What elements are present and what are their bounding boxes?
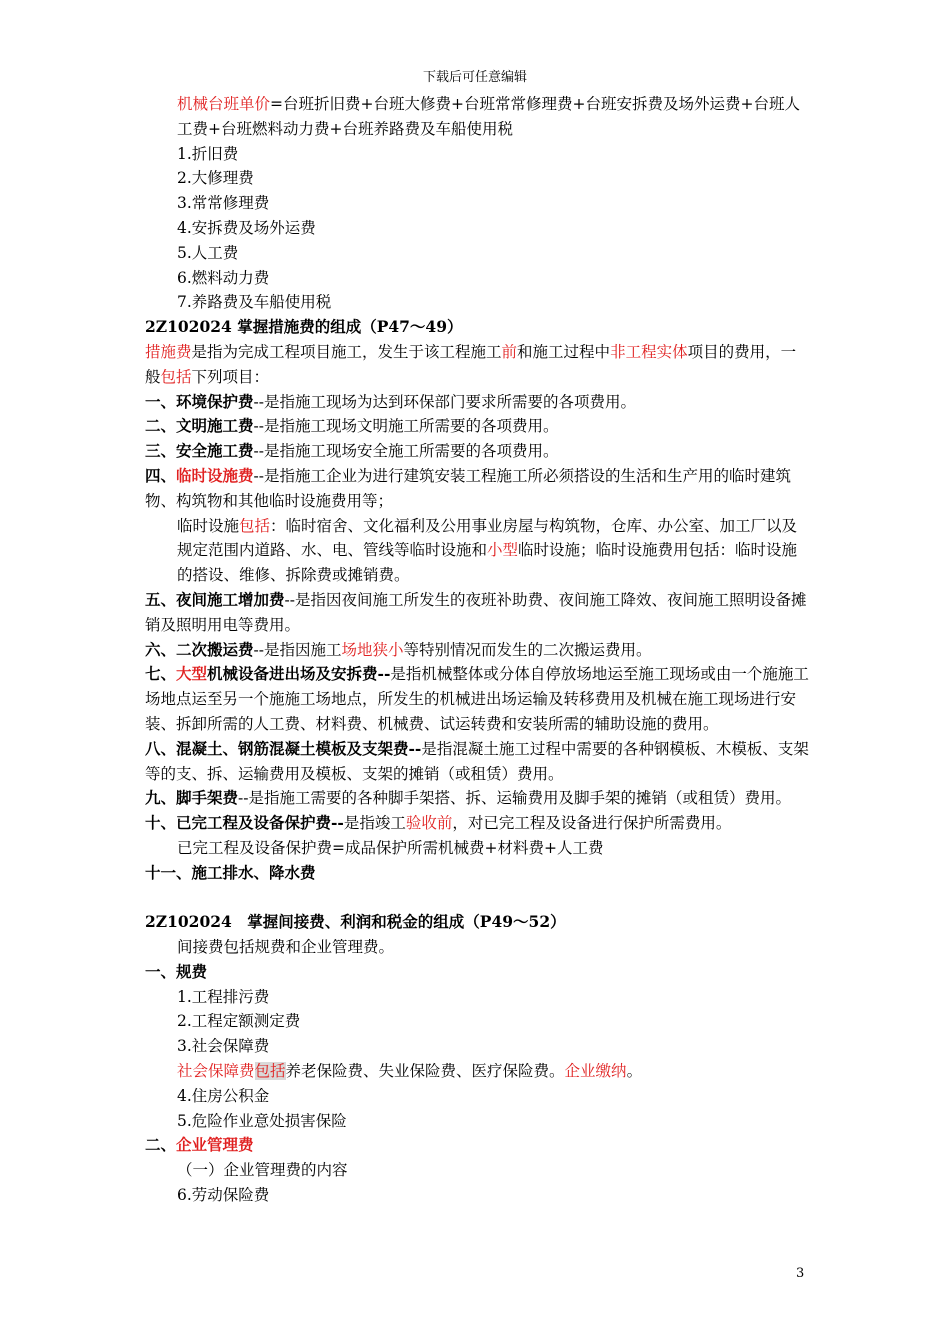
item-drainage: 十一、施工排水、降水费 xyxy=(145,862,316,882)
machine-shift-price-formula xyxy=(145,92,810,142)
item-title: 一、环境保护费 xyxy=(145,391,254,411)
highlight-term: 包括 xyxy=(239,516,271,535)
item-title: 十、已完工程及设备保护费-- xyxy=(145,813,344,833)
list-item: 1.折旧费 xyxy=(177,144,239,163)
item-title: 九、脚手架费 xyxy=(145,788,239,808)
term-machine-shift-price: 机械台班单价 xyxy=(177,95,271,113)
highlight-term: 非工程实体 xyxy=(610,342,688,361)
highlight-term: 措施费 xyxy=(145,342,192,361)
item-title: 八、混凝土、钢筋混凝土模板及支架费-- xyxy=(145,738,422,758)
text: 临时设施；临时设施费用包括：临时设施的搭设、维修、拆除费或摊销费。 xyxy=(177,541,798,585)
item-scaffolding xyxy=(145,786,810,811)
text: 是指为完成工程项目施工，发生于该工程施工 xyxy=(191,342,502,361)
item-text: 是指混凝土施工过程中需要的各种钢模板、木模板、支架等的支、拆、运输费用及模板、支架的摊销（或租赁）费用。 xyxy=(145,739,809,783)
item-title: 六、二次搬运费 xyxy=(145,639,254,659)
text: 和施工过程中 xyxy=(517,342,611,361)
item-text: 等特别情况而发生的二次搬运费用。 xyxy=(403,640,652,659)
item-large-machinery xyxy=(145,662,810,736)
highlight-term: 小型 xyxy=(487,541,519,560)
subheading-enterprise-management xyxy=(145,1133,810,1158)
text: ：临时宿舍、文化福利及公用事业房屋与构筑物，仓库、办公室、加工厂以及规定范围内道路、水、电、管线等临时设施和 xyxy=(177,516,798,560)
item-title: 机械设备进出场及安拆费-- xyxy=(207,664,391,684)
temporary-facilities-detail xyxy=(145,514,810,588)
item-night-work xyxy=(145,588,810,638)
list-item: 1.工程排污费 xyxy=(177,987,270,1006)
item-environmental xyxy=(145,390,810,415)
page-header: 下载后可任意编辑 xyxy=(422,70,527,85)
highlight-term: 包括 xyxy=(254,1062,286,1081)
item-title: 临时设施费 xyxy=(176,465,254,485)
item-secondary-handling xyxy=(145,638,810,663)
item-title: 二、文明施工费 xyxy=(145,416,254,436)
section-heading-measures: 2Z102024 掌握措施费的组成（P47～49） xyxy=(145,317,463,337)
highlight-term: 前 xyxy=(501,342,518,361)
item-number: 二、 xyxy=(145,1135,177,1155)
highlight-term: 企业管理费 xyxy=(176,1135,254,1155)
item-title: 五、夜间施工增加费 xyxy=(145,589,285,609)
highlight-term: 验收前 xyxy=(405,814,453,833)
list-item: 3.常常修理费 xyxy=(177,194,270,213)
indirect-costs-intro: 间接费包括规费和企业管理费。 xyxy=(177,938,395,957)
item-title: 三、安全施工费 xyxy=(145,441,254,461)
list-item: 5.人工费 xyxy=(177,243,239,262)
social-security-detail xyxy=(145,1059,810,1084)
highlight-term: 场地狭小 xyxy=(341,640,404,659)
list-item: 3.社会保障费 xyxy=(177,1037,270,1056)
item-text: --是指因施工 xyxy=(253,640,342,659)
item-text: ，对已完工程及设备进行保护所需费用。 xyxy=(452,814,732,833)
list-item: 6.燃料动力费 xyxy=(177,268,270,287)
item-formwork xyxy=(145,737,810,787)
highlight-term: 社会保障费 xyxy=(177,1062,255,1081)
highlight-term: 企业缴纳 xyxy=(564,1062,627,1081)
subheading-fees: 一、规费 xyxy=(145,961,208,981)
document-body xyxy=(145,92,810,1208)
text: 临时设施 xyxy=(177,516,240,535)
item-text: --是指施工现场文明施工所需要的各项费用。 xyxy=(253,417,559,436)
measures-definition xyxy=(145,340,810,390)
section-heading-indirect-costs: 2Z102024 掌握间接费、利润和税金的组成（P49～52） xyxy=(145,912,566,932)
item-text: --是指施工需要的各种脚手架搭、拆、运输费用及脚手架的摊销（或租赁）费用。 xyxy=(238,789,791,808)
item-text: --是指施工企业为进行建筑安装工程施工所必须搭设的生活和生产用的临时建筑物、构筑物和其他临时设施费用等； xyxy=(145,466,792,510)
list-item: 6.劳动保险费 xyxy=(177,1186,270,1205)
text: 项目的费用，一般 xyxy=(145,342,797,386)
item-text: --是指施工现场安全施工所需要的各项费用。 xyxy=(253,442,559,461)
item-safety xyxy=(145,439,810,464)
spacer xyxy=(145,886,810,911)
text: 下列项目： xyxy=(191,367,270,386)
list-item: 7.养路费及车船使用税 xyxy=(177,293,332,312)
item-completed-works-protection xyxy=(145,811,810,836)
formula-text: =台班折旧费+台班大修费+台班常常修理费+台班安拆费及场外运费+台班人工费+台班燃料动力费+台班养路费及车船使用税 xyxy=(177,95,800,138)
text: 。 xyxy=(626,1062,643,1081)
highlight-term: 大型 xyxy=(176,664,208,684)
list-item: 5.危险作业意处损害保险 xyxy=(177,1111,347,1130)
list-item: 4.安拆费及场外运费 xyxy=(177,218,316,237)
text: 养老保险费、失业保险费、医疗保险费。 xyxy=(285,1062,565,1081)
item-number: 七、 xyxy=(145,664,177,684)
item-text: --是指因夜间施工所发生的夜班补助费、夜间施工降效、夜间施工照明设备摊销及照明用电等费用。 xyxy=(145,590,807,634)
list-item: 2.工程定额测定费 xyxy=(177,1012,301,1031)
list-item: 4.住房公积金 xyxy=(177,1086,270,1105)
management-content-heading: （一）企业管理费的内容 xyxy=(177,1161,348,1180)
item-text: 是指竣工 xyxy=(343,814,406,833)
protection-formula: 已完工程及设备保护费=成品保护所需机械费+材料费+人工费 xyxy=(177,838,604,857)
item-text: 是指机械整体或分体自停放场地运至施工现场或由一个施施工场地点运至另一个施施工场地点，所发生的机械进出场运输及转移费用及机械在施工现场进行安装、拆卸所需的人工费、材料费、机械费、试运转费和安装所需的辅助设施的费用。 xyxy=(145,665,809,733)
item-civilized xyxy=(145,414,810,439)
page-number: 3 xyxy=(796,1266,805,1281)
item-number: 四、 xyxy=(145,465,177,485)
list-item: 2.大修理费 xyxy=(177,169,254,188)
item-text: --是指施工现场为达到环保部门要求所需要的各项费用。 xyxy=(253,392,636,411)
highlight-term: 包括 xyxy=(160,367,192,386)
item-temporary-facilities xyxy=(145,464,810,514)
